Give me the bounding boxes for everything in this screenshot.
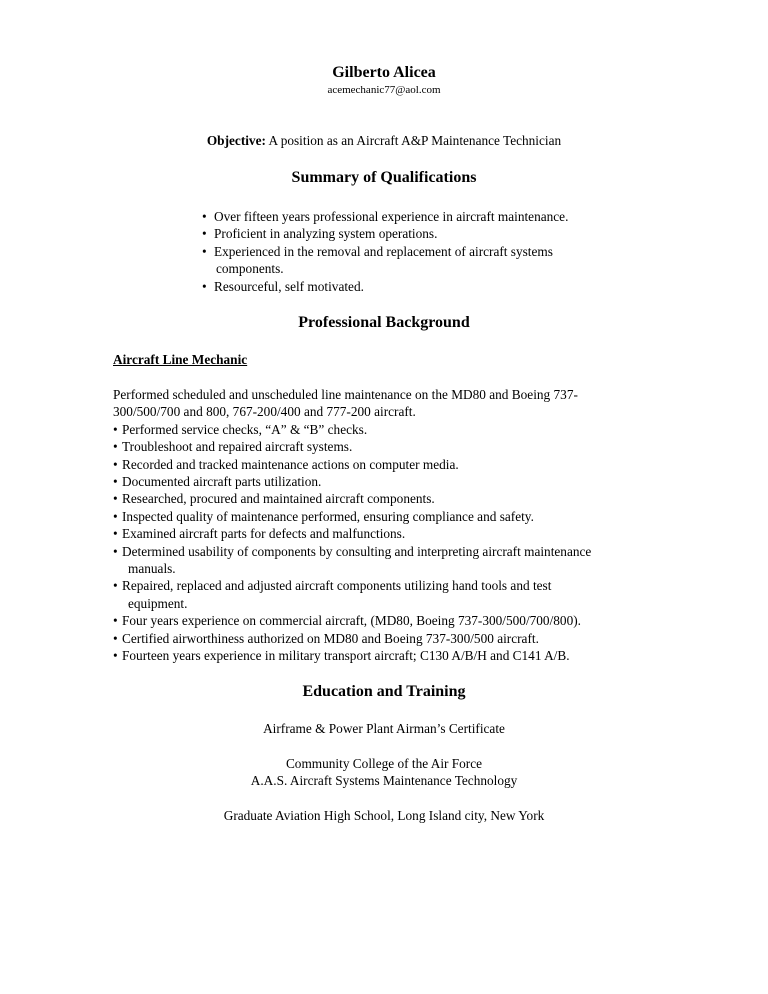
list-item: • Researched, procured and maintained aircraft components. bbox=[113, 490, 658, 507]
list-item: • Certified airworthiness authorized on MD80 and Boeing 737-300/500 aircraft. bbox=[113, 630, 658, 647]
list-item: • Inspected quality of maintenance performed, ensuring compliance and safety. bbox=[113, 508, 658, 525]
background-heading: Professional Background bbox=[298, 314, 470, 331]
education-heading: Education and Training bbox=[302, 683, 466, 700]
list-item: • Over fifteen years professional experience in aircraft maintenance. bbox=[200, 208, 640, 225]
list-item: • Repaired, replaced and adjusted aircraft components utilizing hand tools and test equipment. bbox=[113, 577, 658, 612]
objective-label: Objective: bbox=[206, 133, 266, 148]
list-item: • Recorded and tracked maintenance actions on computer media. bbox=[113, 456, 658, 473]
applicant-email: acemechanic77@aol.com bbox=[327, 84, 441, 96]
list-item: • Resourceful, self motivated. bbox=[200, 278, 640, 295]
job-intro-line: Performed scheduled and unscheduled line maintenance on the MD80 and Boeing 737- bbox=[113, 387, 578, 402]
degree-line: A.A.S. Aircraft Systems Maintenance Technology bbox=[250, 773, 518, 788]
list-item: • Troubleshoot and repaired aircraft systems. bbox=[113, 438, 658, 455]
job-description bbox=[113, 386, 658, 665]
list-item: • Examined aircraft parts for defects and malfunctions. bbox=[113, 525, 658, 542]
objective-line bbox=[0, 132, 768, 149]
list-item: • Four years experience on commercial aircraft, (MD80, Boeing 737-300/500/700/800). bbox=[113, 612, 658, 629]
list-item: • Experienced in the removal and replacement of aircraft systems components. bbox=[200, 243, 640, 278]
list-item: • Determined usability of components by consulting and interpreting aircraft maintenance manuals. bbox=[113, 543, 658, 578]
certificate-line: Airframe & Power Plant Airman’s Certificate bbox=[263, 721, 505, 736]
list-item: • Fourteen years experience in military transport aircraft; C130 A/B/H and C141 A/B. bbox=[113, 647, 658, 664]
school-line: Graduate Aviation High School, Long Island city, New York bbox=[223, 808, 545, 823]
qualifications-list bbox=[200, 208, 640, 295]
list-item: • Performed service checks, “A” & “B” checks. bbox=[113, 421, 658, 438]
list-item: • Documented aircraft parts utilization. bbox=[113, 473, 658, 490]
job-intro-line: 300/500/700 and 800, 767-200/400 and 777-200 aircraft. bbox=[113, 404, 416, 420]
objective-text: A position as an Aircraft A&P Maintenance Technician bbox=[268, 133, 562, 148]
applicant-name: Gilberto Alicea bbox=[332, 64, 436, 81]
summary-heading: Summary of Qualifications bbox=[291, 169, 477, 186]
college-line: Community College of the Air Force bbox=[285, 756, 483, 771]
job-title: Aircraft Line Mechanic bbox=[113, 352, 248, 367]
list-item: • Proficient in analyzing system operations. bbox=[200, 225, 640, 242]
